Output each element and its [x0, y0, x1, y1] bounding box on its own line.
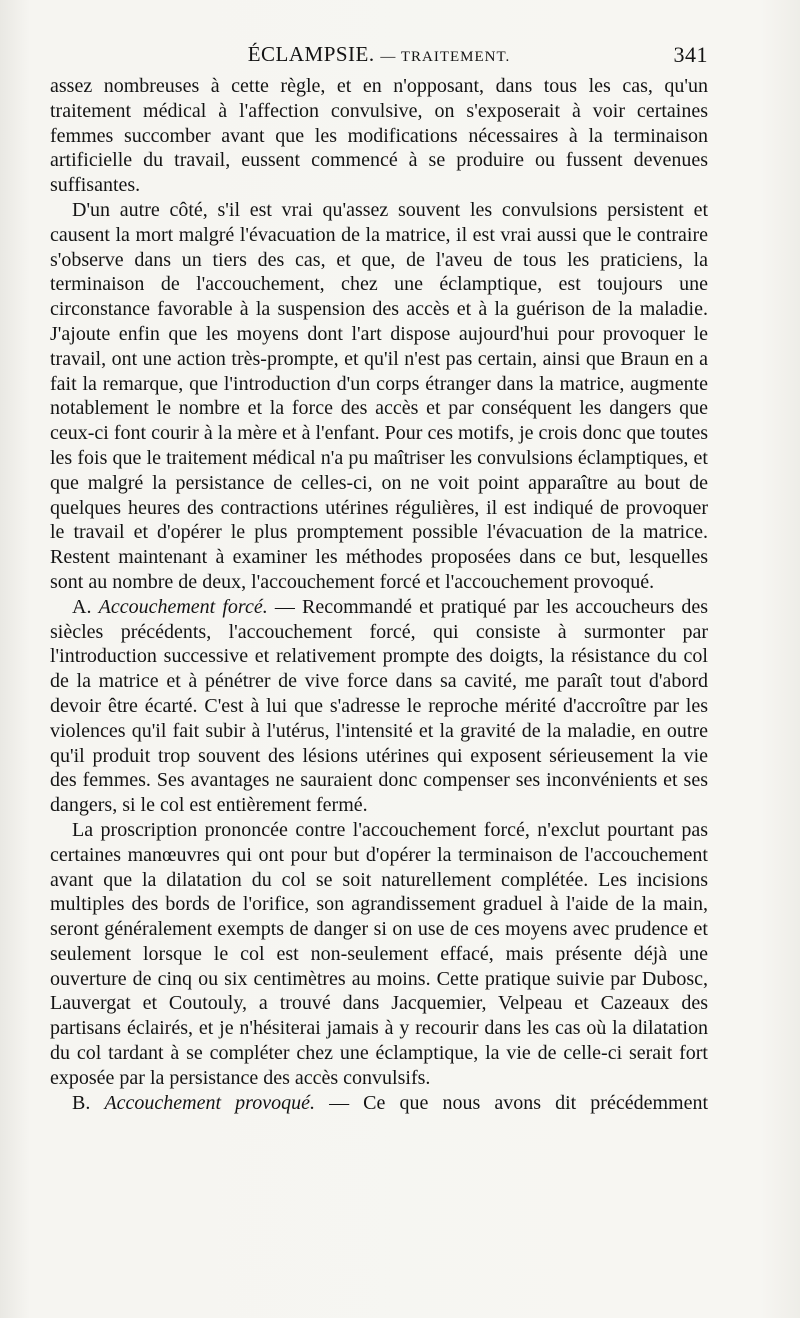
paragraph-convulsions: D'un autre côté, s'il est vrai qu'assez souvent les convulsions persistent et causent la mort malgré l'évacuation de la matrice, il est vrai aussi que le contraire s'observe dans un tiers des cas, et que, de l'aveu de tous les praticiens, la terminaison de l'accouchement, chez une éclamptique, est toujours une circonstance favorable à la suspension des accès et à la guérison de la maladie. J'ajoute enfin que les moyens dont l'art dispose aujourd'hui pour provoquer le travail, ont une action très-prompte, et qu'il n'est pas certain, ainsi que Braun en a fait la remarque, que l'introduction d'un corps étranger dans la matrice, augmente notablement le nombre et la force des accès et par conséquent les dangers que ceux-ci font courir à la mère et à l'enfant. Pour ces motifs, je crois donc que toutes les fois que le traitement médical n'a pu maîtriser les convulsions éclamptiques, et que malgré la persistance de celles-ci, on ne voit point apparaître au bout de quelques heures des contractions utérines régulières, il est indiqué de provoquer le travail et d'opérer le plus promptement possible l'évacuation de la matrice. Restent maintenant à examiner les méthodes proposées dans ce but, lesquelles sont au nombre de deux, l'accouchement forcé et l'accouchement provoqué.: [50, 198, 708, 593]
running-header: [50, 40, 708, 72]
section-text-accouchement-force: — Recommandé et pratiqué par les accoucheurs des siècles précédents, l'accouchement forcé, qui consiste à surmonter par l'introduction successive et relativement prompte des doigts, la résistance du col de la matrice et à pénétrer de vive force dans sa cavité, me paraît tout d'abord devoir être écarté. C'est à lui que s'adresse le reproche mérité d'accroître par les violences qu'il fait subir à l'utérus, l'intensité et la gravité de la maladie, en outre qu'il produit trop souvent des lésions utérines qui exposent sérieusement la vie des femmes. Ses avantages ne sauraient donc compenser ses inconvénients et ses dangers, si le col est entièrement fermé.: [50, 595, 709, 817]
page-number: 341: [673, 42, 708, 67]
paragraph-accouchement-force: [50, 595, 708, 818]
section-text-accouchement-provoque: — Ce que nous avons dit précédemment: [329, 1091, 708, 1114]
running-title-sub: — TRAITEMENT.: [380, 49, 511, 65]
section-title-accouchement-force: Accouchement forcé.: [98, 595, 268, 618]
paragraph-accouchement-provoque: [50, 1091, 708, 1116]
body-text: [50, 74, 708, 1115]
section-title-accouchement-provoque: Accouchement provoqué.: [104, 1091, 315, 1114]
section-letter-b: B.: [72, 1091, 91, 1114]
section-letter-a: A.: [72, 595, 92, 618]
paragraph-proscription: La proscription prononcée contre l'accouchement forcé, n'exclut pourtant pas certaines manœuvres qui ont pour but d'opérer la terminaison de l'accouchement avant que la dilatation du col se soit naturellement complétée. Les incisions multiples des bords de l'orifice, son agrandissement graduel à l'aide de la main, seront généralement exempts de danger si on use de ces moyens avec prudence et seulement lorsque le col est non-seulement effacé, mais présente déjà une ouverture de cinq ou six centimètres au moins. Cette pratique suivie par Dubosc, Lauvergat et Coutouly, a trouvé dans Jacquemier, Velpeau et Cazeaux des partisans éclairés, et je n'hésiterai jamais à y recourir dans les cas où la dilatation du col tardant à se compléter chez une éclamptique, la vie de celle-ci serait fort exposée par la persistance des accès convulsifs.: [50, 818, 708, 1089]
running-title: [50, 42, 708, 67]
paragraph-continued: assez nombreuses à cette règle, et en n'opposant, dans tous les cas, qu'un traitement médical à l'affection convulsive, on s'exposerait à voir certaines femmes succomber avant que les modifications nécessaires à la terminaison artificielle du travail, eussent commencé à se produire ou fussent devenues suffisantes.: [50, 75, 708, 197]
running-title-main: ÉCLAMPSIE.: [247, 42, 375, 66]
